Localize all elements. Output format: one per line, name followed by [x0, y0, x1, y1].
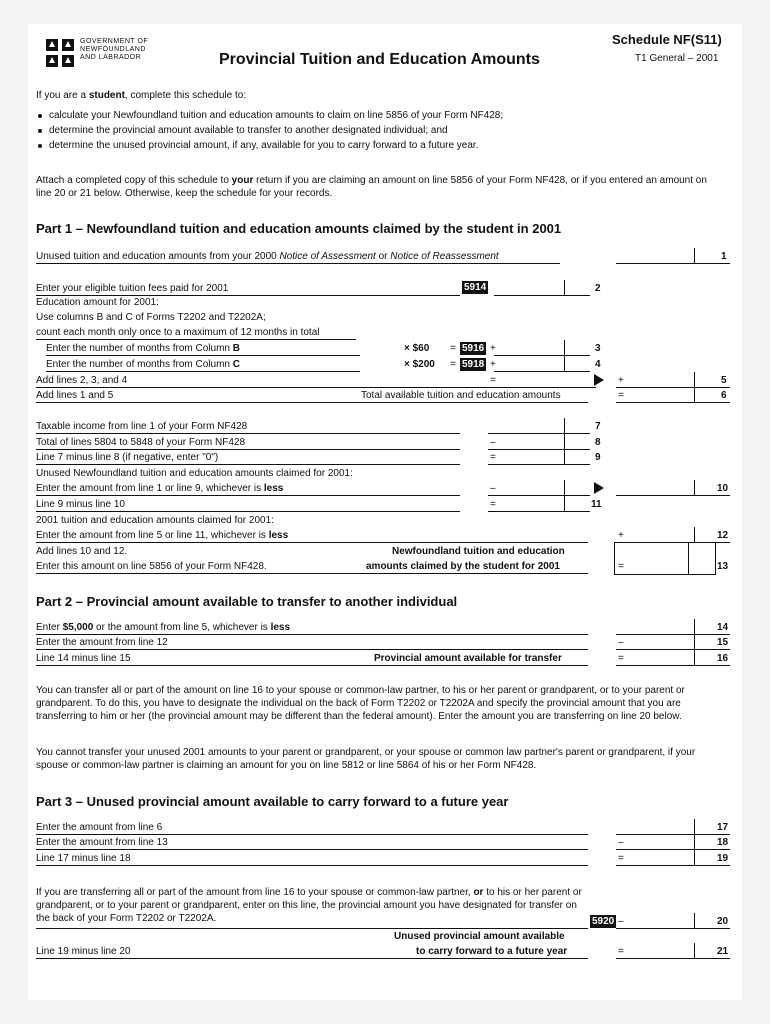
cents-divider [694, 650, 695, 666]
intro-lead [36, 90, 246, 102]
cents-divider [694, 387, 695, 403]
plus-sign: + [618, 530, 624, 541]
equals-sign: = [490, 452, 496, 463]
line4-months-field[interactable] [46, 371, 360, 372]
line13-description: Newfoundland tuition and education [392, 546, 565, 557]
plus-sign: + [490, 359, 496, 370]
part1-title: Part 1 – Newfoundland tuition and education amounts claimed by the student in 2001 [36, 221, 562, 236]
cents-divider [564, 340, 565, 356]
bullet-icon [38, 144, 42, 148]
line4-label [46, 359, 240, 371]
bullet-icon [38, 129, 42, 133]
attach-text: Attach a completed copy of this schedule to [36, 175, 232, 186]
transfer-restriction: You cannot transfer your unused 2001 amounts to your parent or grandparent, or your spouse or common law partner's parent or grandparent, if your spouse or common-law partner is claiming an amount for you on line 5812 or line 5864 of his or her Form NF428. [36, 747, 696, 771]
line5-label: Add lines 2, 3, and 4 [36, 375, 128, 386]
intro-lead-text: If you are a [36, 90, 89, 101]
line1-italic: Notice of Assessment [279, 251, 376, 262]
code-5916: 5916 [462, 343, 485, 354]
equals-sign: = [450, 359, 456, 370]
line-number: 5 [721, 375, 727, 386]
minus-sign: – [490, 437, 496, 448]
line-number: 12 [717, 530, 729, 541]
cents-divider [694, 248, 695, 264]
line16-amount-field[interactable] [616, 665, 730, 666]
line13-amount-box[interactable] [614, 542, 716, 575]
line-number: 2 [595, 283, 601, 294]
education-instruction: Use columns B and C of Forms T2202 and T2202A; [36, 312, 266, 323]
line14-bold: less [270, 622, 291, 633]
equals-sign: = [618, 390, 624, 401]
line1-underline [36, 263, 560, 264]
cents-divider [694, 819, 695, 835]
line-number: 21 [717, 946, 729, 957]
line10-text: Enter the amount from line 1 or line 9, whichever is [36, 483, 264, 494]
line3-calc: × $60 [404, 343, 430, 354]
line13-underline [36, 573, 588, 574]
minus-sign: – [618, 916, 624, 927]
line21-underline [36, 958, 588, 959]
cents-divider [694, 913, 695, 929]
code-5918: 5918 [462, 359, 485, 370]
line8-label: Total of lines 5804 to 5848 of your Form NF428 [36, 437, 246, 448]
education-underline [36, 339, 356, 340]
line12-heading: 2001 tuition and education amounts claimed for 2001: [36, 515, 274, 526]
cents-divider [694, 943, 695, 959]
form-page [28, 24, 742, 1000]
government-name-line: GOVERNMENT OF [80, 38, 149, 45]
line14-text: or the amount from line 5, whichever is [93, 622, 271, 633]
line9-amount-field[interactable] [488, 464, 590, 465]
equals-sign: = [490, 375, 496, 386]
line16-label: Line 14 minus line 15 [36, 653, 131, 664]
line19-underline [36, 865, 588, 866]
form-title: Provincial Tuition and Education Amounts [219, 51, 540, 68]
line-number: 14 [717, 622, 729, 633]
cents-divider [564, 480, 565, 496]
line6-underline [36, 402, 588, 403]
line-number: 3 [595, 343, 601, 354]
equals-sign: = [490, 499, 496, 510]
cents-divider [564, 434, 565, 450]
line3-text: Enter the number of months from Column [46, 343, 233, 354]
line11-label: Line 9 minus line 10 [36, 499, 125, 510]
line-number: 10 [717, 483, 729, 494]
line17-underline [36, 834, 588, 835]
intro-lead-bold: student [88, 90, 125, 101]
cents-divider [564, 449, 565, 465]
cents-divider [688, 542, 689, 574]
line3-months-field[interactable] [46, 355, 360, 356]
line14-underline [36, 634, 588, 635]
transfer-instructions: You can transfer all or part of the amount on line 16 to your spouse or common-law partner, to his or her parent or grandparent, or to your parent or grandparent. To do this, you have to designate the individual on the back of Form T2202 or T2202A and specify the provincial amount that you are transferring to him or her (the provincial amount may be different than the federal amount). Enter the amount you are transferring on line 20 below. [36, 685, 685, 722]
line17-amount-field[interactable] [616, 834, 730, 835]
line3-amount-field[interactable] [494, 355, 590, 356]
line5-amount-field[interactable] [616, 387, 730, 388]
cents-divider [694, 850, 695, 866]
line5-underline [36, 387, 596, 388]
line15-underline [36, 649, 588, 650]
government-name-line: AND LABRADOR [80, 54, 142, 61]
line13-instruction: Add lines 10 and 12. [36, 546, 128, 557]
attach-bold: your [231, 175, 254, 186]
cents-divider [564, 496, 565, 512]
line20-text: If you are transferring all or part of the amount from line 16 to your spouse or common-law partner, [36, 887, 474, 898]
intro-bullet: calculate your Newfoundland tuition and education amounts to claim on line 5856 of your Form NF428; [49, 110, 504, 121]
line18-amount-field[interactable] [616, 849, 730, 850]
line6-label: Add lines 1 and 5 [36, 390, 114, 401]
line13-description: amounts claimed by the student for 2001 [366, 561, 560, 572]
line12-text: Enter the amount from line 5 or line 11, whichever is [36, 530, 269, 541]
plus-sign: + [618, 375, 624, 386]
government-name [80, 38, 148, 62]
arrow-right-icon [594, 374, 604, 386]
line-number: 16 [717, 653, 729, 664]
line21-description: Unused provincial amount available [394, 931, 565, 942]
line-number: 1 [721, 251, 727, 262]
line11-amount-field[interactable] [488, 511, 590, 512]
line10-label [36, 483, 283, 495]
line-number: 7 [595, 421, 601, 432]
line1-amount-field[interactable] [616, 263, 730, 264]
line7-label: Taxable income from line 1 of your Form NF428 [36, 421, 248, 432]
minus-sign: – [618, 837, 624, 848]
line16-underline [36, 665, 588, 666]
equals-sign: = [618, 946, 624, 957]
government-name-line: NEWFOUNDLAND [80, 46, 146, 53]
line12-underline [36, 542, 588, 543]
line-number: 6 [721, 390, 727, 401]
equals-sign: = [450, 343, 456, 354]
line20-underline [36, 928, 588, 929]
line3-column: B [232, 343, 240, 354]
cents-divider [564, 418, 565, 434]
cents-divider [694, 372, 695, 388]
line6-amount-field[interactable] [616, 402, 730, 403]
line-number: 9 [595, 452, 601, 463]
equals-sign: = [618, 561, 624, 572]
line18-label: Enter the amount from line 13 [36, 837, 168, 848]
line19-label: Line 17 minus line 18 [36, 853, 131, 864]
education-heading: Education amount for 2001: [36, 297, 159, 308]
line13-instruction: Enter this amount on line 5856 of your Form NF428. [36, 561, 267, 572]
code-5914: 5914 [464, 282, 487, 293]
line20-amount-field[interactable] [616, 928, 730, 929]
schedule-number: Schedule NF(S11) [612, 32, 722, 47]
part3-title: Part 3 – Unused provincial amount available to carry forward to a future year [36, 794, 509, 809]
line1-label [36, 251, 499, 263]
intro-lead-text: , complete this schedule to: [124, 90, 247, 101]
line2-amount-field[interactable] [494, 295, 590, 296]
line3-label [46, 343, 240, 355]
cents-divider [564, 280, 565, 296]
line2-label: Enter your eligible tuition fees paid for 2001 [36, 283, 229, 294]
line-number: 20 [717, 916, 729, 927]
line-number: 17 [717, 822, 729, 833]
line4-calc: × $200 [404, 359, 435, 370]
line9-label: Line 7 minus line 8 (if negative, enter "0") [36, 452, 219, 463]
line15-amount-field[interactable] [616, 649, 730, 650]
equals-sign: = [618, 653, 624, 664]
line-number: 18 [717, 837, 729, 848]
line7-underline [36, 433, 460, 434]
minus-sign: – [618, 637, 624, 648]
cents-divider [694, 834, 695, 850]
line10-heading: Unused Newfoundland tuition and education amounts claimed for 2001: [36, 468, 353, 479]
line9-underline [36, 464, 460, 465]
attach-instructions [36, 174, 716, 200]
line4-column: C [232, 359, 240, 370]
line8-amount-field[interactable] [488, 449, 590, 450]
line6-description: Total available tuition and education amounts [361, 390, 561, 401]
cents-divider [694, 480, 695, 496]
line21-description: to carry forward to a future year [416, 946, 568, 957]
line-number: 13 [717, 561, 729, 572]
intro-bullet: determine the provincial amount available to transfer to another designated individual; and [49, 125, 448, 136]
line-number: 19 [717, 853, 729, 864]
line10-inner-field[interactable] [488, 495, 590, 496]
education-instruction: count each month only once to a maximum of 12 months in total [36, 327, 320, 338]
line16-description: Provincial amount available for transfer [374, 653, 562, 664]
line20-bold: or [473, 887, 484, 898]
line14-text: Enter [36, 622, 63, 633]
form-year: T1 General – 2001 [635, 53, 719, 64]
plus-sign: + [490, 343, 496, 354]
line8-underline [36, 449, 460, 450]
part2-title: Part 2 – Provincial amount available to transfer to another individual [36, 594, 458, 609]
line12-bold: less [268, 530, 289, 541]
line14-amount-field[interactable] [616, 634, 730, 635]
line11-underline [36, 511, 460, 512]
line14-label [36, 622, 290, 634]
line7-amount-field[interactable] [488, 433, 590, 434]
line-number: 8 [595, 437, 601, 448]
line12-label [36, 530, 288, 542]
attach-text: return if you are claiming an amount on line 5856 of your Form NF428, or if you entered an amount on line 20 or 21 below. Otherwise, keep the schedule for your records. [36, 175, 707, 199]
line4-amount-field[interactable] [494, 371, 590, 372]
line10-underline [36, 495, 460, 496]
cents-divider [694, 619, 695, 635]
code-5920: 5920 [592, 916, 615, 927]
intro-bullet: determine the unused provincial amount, if any, available for you to carry forward to a future year. [49, 140, 479, 151]
line-number: 11 [591, 499, 602, 510]
line15-label: Enter the amount from line 12 [36, 637, 168, 648]
line20-text: to his or her parent or grandparent, or to your parent or grandparent, enter on this line, the provincial amount you have designated for transfer on the back of your Form T2202 or T2202A. [36, 887, 582, 924]
cents-divider [564, 356, 565, 372]
line18-underline [36, 849, 588, 850]
line4-text: Enter the number of months from Column [46, 359, 233, 370]
line14-bold: $5,000 [62, 622, 94, 633]
line17-label: Enter the amount from line 6 [36, 822, 163, 833]
arrow-right-icon [594, 482, 604, 494]
line10-bold: less [263, 483, 284, 494]
minus-sign: – [490, 483, 496, 494]
cents-divider [694, 634, 695, 650]
line21-label: Line 19 minus line 20 [36, 946, 131, 957]
cents-divider [694, 527, 695, 543]
line-number: 15 [717, 637, 729, 648]
line19-amount-field[interactable] [616, 865, 730, 866]
line1-italic: Notice of Reassessment [390, 251, 499, 262]
line1-text: or [375, 251, 391, 262]
line1-text: Unused tuition and education amounts from your 2000 [36, 251, 280, 262]
line-number: 4 [595, 359, 601, 370]
line10-amount-field[interactable] [616, 495, 730, 496]
line21-amount-field[interactable] [616, 958, 730, 959]
bullet-icon [38, 114, 42, 118]
line20-label [36, 886, 588, 925]
line2-underline [36, 295, 460, 296]
equals-sign: = [618, 853, 624, 864]
